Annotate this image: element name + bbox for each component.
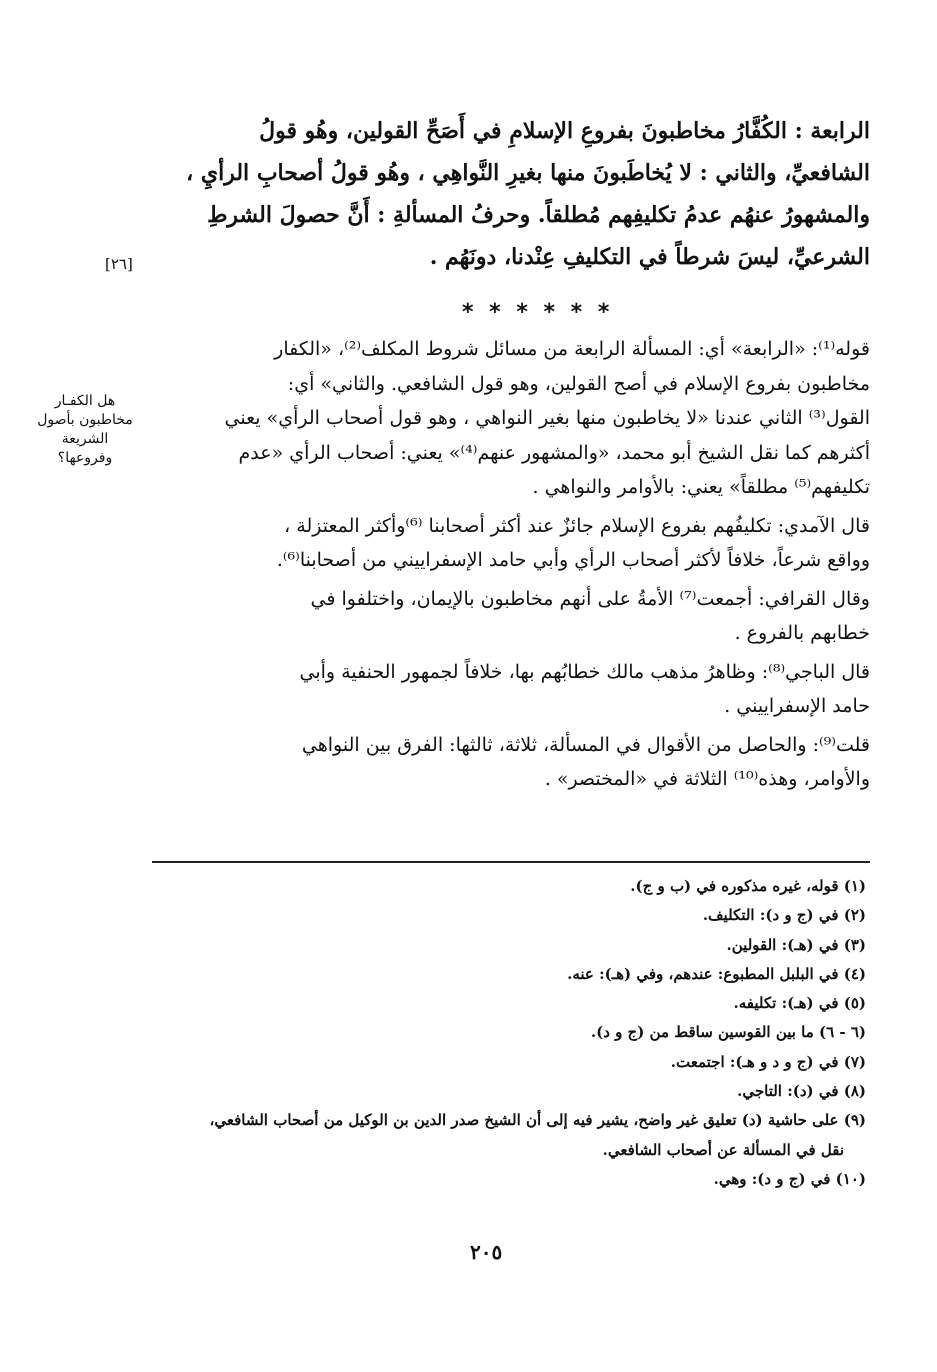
commentary-paragraph [152,655,870,724]
commentary-line: مخاطبون بفروع الإسلام في أصح القولين، وهو قول الشافعي. والثاني» أي: [287,372,870,395]
main-text-line: والمشهورُ عنهُم عدمُ تكليفِهم مُطلقاً. وحرفُ المسألةِ : أَنَّ حصولَ الشرطِ [207,202,870,228]
main-text [152,110,870,278]
main-text-line: الشرعيِّ، ليسَ شرطاً في التكليفِ عِنْدنا، دونَهُم . [429,244,870,270]
page-number: ٢٠٥ [470,1240,503,1264]
footnote-divider [152,861,870,863]
commentary-line: وقال القرافي: أجمعت⁽⁷⁾ الأمةُ على أنهم مخاطبون بالإيمان، واختلفوا في [310,587,870,610]
footnote: (٨) في (د): التاجي. [737,1082,866,1101]
footnote: (١) قوله، غيره مذكوره في (ب و ج). [630,877,866,895]
commentary-line: القول⁽³⁾ الثاني عندنا «لا يخاطبون منها بغير النواهي ، وهو قول أصحاب الرأي» يعني [224,407,870,429]
side-note-line: مخاطبون بأصول [37,412,133,428]
commentary-line: والأوامر، وهذه⁽¹⁰⁾ الثلاثة في «المختصر» . [544,768,870,790]
footnote: (٣) في (هـ): القولين. [726,935,866,954]
commentary-line: حامد الإسفراييني . [724,695,870,717]
commentary-line: وواقع شرعاً، خلافاً لأكثر أصحاب الرأي وأبي حامد الإسفراييني من أصحابنا⁽⁶⁾. [276,549,870,571]
side-note-line: الشريعة [61,431,109,447]
commentary-line: قلت⁽⁹⁾: والحاصل من الأقوال في المسألة، ثلاثة، ثالثها: الفرق بين النواهي [301,733,870,756]
main-text-line: الرابعة : الكُفَّارُ مخاطبونَ بفروعِ الإسلامِ في أَصَحِّ القولين، وهُو قولُ [259,118,870,144]
footnote: (١٠) في (ج و د): وهي. [713,1169,866,1188]
footnote: (٩) على حاشية (د) تعليق غير واضح، يشير فيه إلى أن الشيخ صدر الدين بن الوكيل من أصحاب الشافعي، [209,1111,866,1130]
commentary-line: قال الآمدي: تكليفُهم بفروع الإسلام جائزٌ عند أكثر أصحابنا ⁽⁶⁾وأكثر المعتزلة ، [284,514,870,537]
commentary-paragraph [152,332,870,505]
commentary-line: تكليفهم⁽⁵⁾ مطلقاً» يعني: بالأوامر والنواهي . [532,476,870,498]
commentary-paragraph [152,582,870,651]
footnote: (٧) في (ج و د و هـ): اجتمعت. [670,1052,866,1071]
footnote: (٢) في (ج و د): التكليف. [702,906,866,925]
commentary-paragraph [152,728,870,797]
footnote-continuation: نقل في المسألة عن أصحاب الشافعي. [602,1140,844,1159]
side-note-line: هل الكفـار [54,393,116,409]
commentary-line: خطابهم بالفروع . [734,622,870,644]
footnotes [152,872,870,1194]
commentary [152,332,870,801]
main-text-line: الشافعيِّ، والثاني : لا يُخاطَبونَ منها بغيرِ النَّواهِي ، وهُو قولُ أصحابِ الرأيِ ، [186,160,870,186]
commentary-line: قوله⁽¹⁾: «الرابعة» أي: المسألة الرابعة من مسائل شروط المكلف⁽²⁾، «الكفار [274,338,870,360]
commentary-line: أكثرهم كما نقل الشيخ أبو محمد، «والمشهور عنهم⁽⁴⁾» يعني: أصحاب الرأي «عدم [238,441,870,464]
commentary-line: قال الباجي⁽⁸⁾: وظاهرُ مذهب مالك خطابُهم بها، خلافاً لجمهور الحنفية وأبي [299,660,870,683]
commentary-paragraph [152,509,870,578]
side-note-line: وفروعها؟ [57,450,113,466]
margin-side-note [20,392,150,468]
footnote: (٤) في البلبل المطبوع: عندهم، وفي (هـ): عنه. [567,964,866,983]
margin-reference: [٢٦] [105,255,133,273]
section-separator: * * * * * * [462,300,614,325]
footnote: (٦ - ٦) ما بين القوسين ساقط من (ج و د). [590,1023,866,1042]
footnote: (٥) في (هـ): تكليفه. [733,994,866,1013]
